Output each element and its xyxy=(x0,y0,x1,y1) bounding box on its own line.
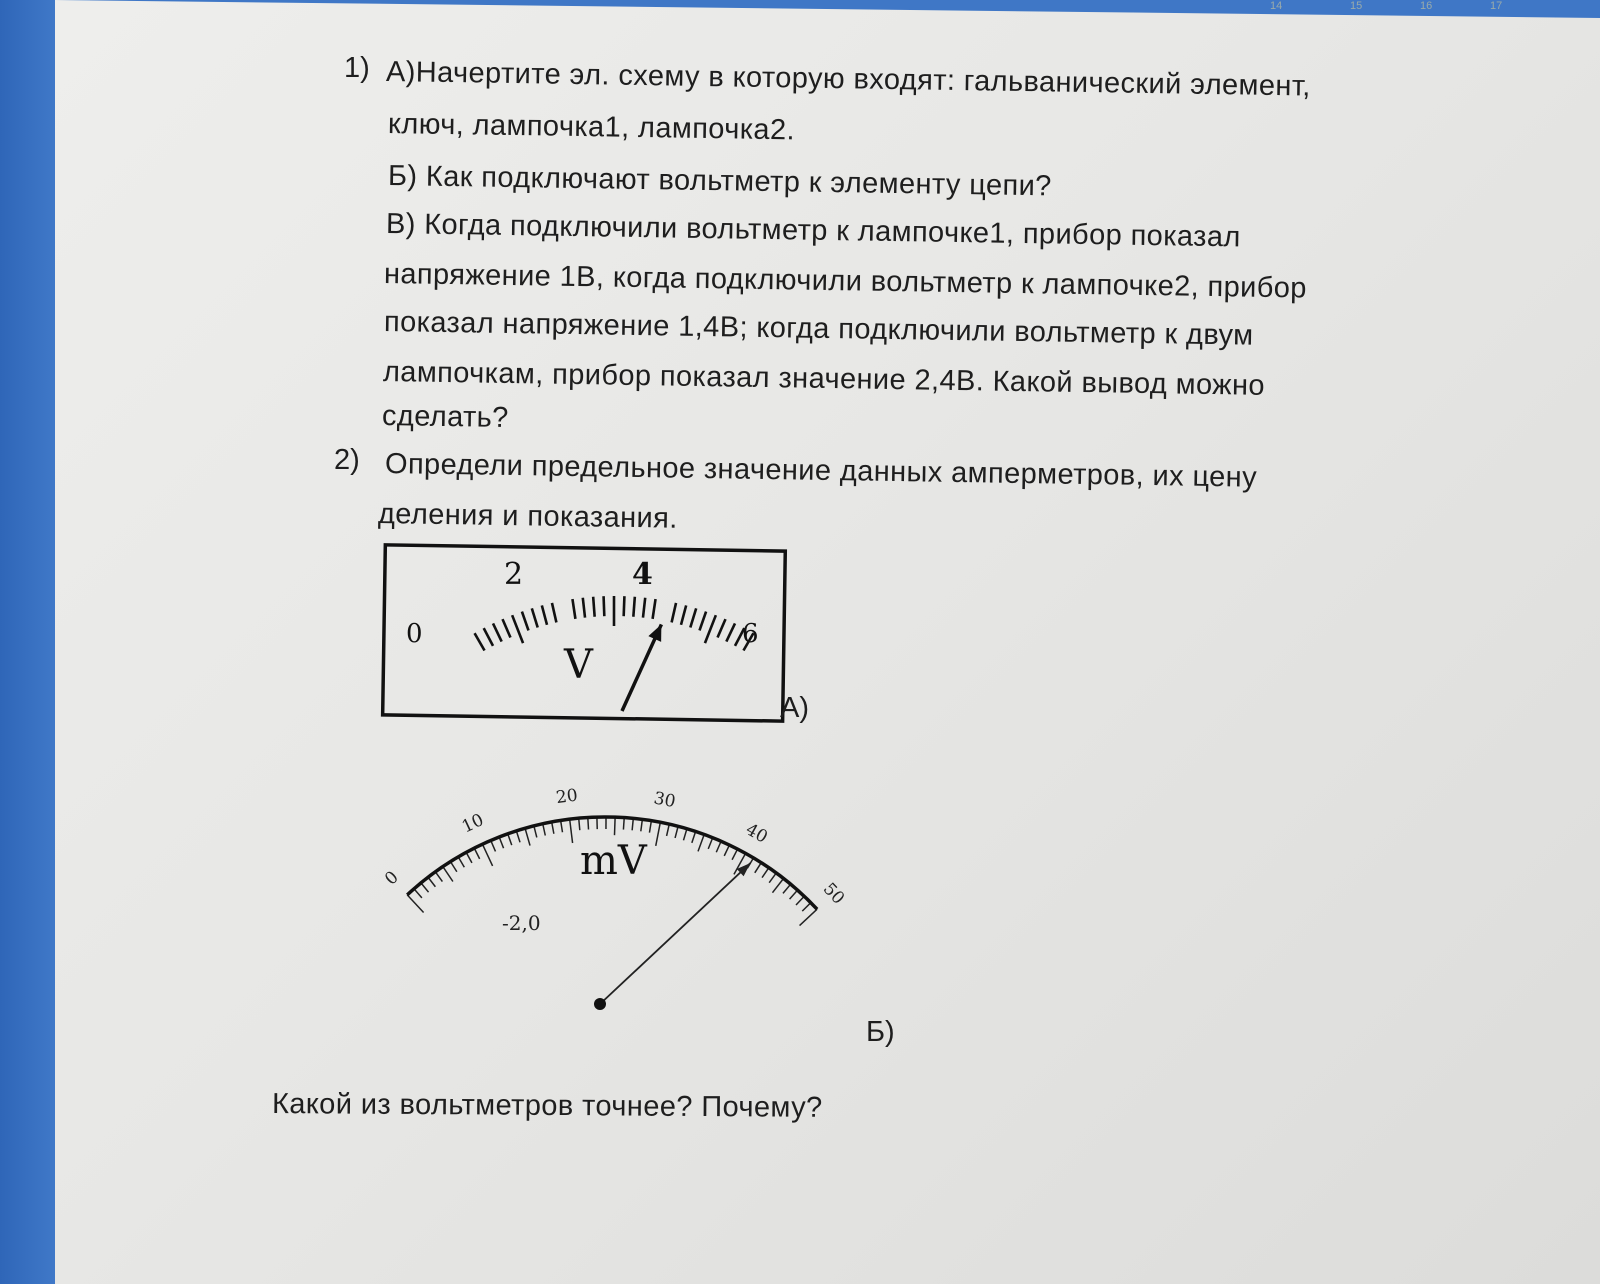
scale-label-4: 4 xyxy=(632,557,653,592)
scale-tick xyxy=(632,818,633,830)
ruler-mark: 14 xyxy=(1270,0,1283,12)
scale-tick xyxy=(435,872,442,882)
scale-tick xyxy=(561,820,563,832)
scale-tick xyxy=(466,852,472,863)
scale-tick xyxy=(508,834,512,845)
scale-tick xyxy=(583,598,585,618)
task1-a-line2: ключ, лампочка1, лампочка2. xyxy=(387,108,796,147)
scale-label-0: 0 xyxy=(406,619,423,649)
scale-tick xyxy=(534,826,537,838)
scale-tick xyxy=(443,867,453,882)
ruler-mark: 15 xyxy=(1350,0,1363,12)
scale-tick xyxy=(783,884,791,893)
scale-tick xyxy=(643,598,645,618)
task1-c-line1: В) Когда подключили вольтметр к лампочке1, прибор показал xyxy=(385,208,1241,254)
scale-tick xyxy=(482,844,492,866)
task1-a-line1: А)Начертите эл. схему в которую входят: гальванический элемент, xyxy=(385,56,1312,103)
scale-tick xyxy=(656,822,661,846)
scale-label: 50 xyxy=(818,879,849,909)
scale-tick xyxy=(690,608,696,627)
scale-tick xyxy=(724,845,729,856)
extra-label: -2,0 xyxy=(502,911,541,935)
task1-c-line5: сделать? xyxy=(381,400,509,434)
scale-tick xyxy=(499,837,503,848)
voltmeter-b-dial xyxy=(381,752,900,1022)
scale-tick xyxy=(708,838,712,849)
scale-tick xyxy=(672,603,676,623)
scale-label-2: 2 xyxy=(504,557,524,592)
scale-tick xyxy=(502,619,510,637)
scale-label: 10 xyxy=(458,810,487,838)
scale-tick xyxy=(802,903,811,911)
task1-b-line: Б) Как подключают вольтметр к элементу цепи? xyxy=(387,160,1052,203)
scale-tick xyxy=(649,821,651,833)
task2-number: 2) xyxy=(334,444,360,476)
voltmeter-a xyxy=(384,546,809,741)
needle-pivot xyxy=(594,998,606,1010)
scale-tick xyxy=(762,868,769,878)
voltmeter-a-needle xyxy=(622,624,661,711)
task1-c-line4: лампочкам, прибор показал значение 2,4В. Какой вывод можно xyxy=(382,356,1266,402)
meter-a-tag: А) xyxy=(780,692,809,724)
scale-tick xyxy=(624,596,625,616)
scale-tick xyxy=(796,896,804,905)
scale-tick xyxy=(516,831,520,842)
scale-tick xyxy=(772,878,783,892)
scale-tick xyxy=(552,822,554,834)
voltmeter-a-dial xyxy=(384,546,804,736)
scale-tick xyxy=(414,889,422,898)
question-line: Какой из вольтметров точнее? Почему? xyxy=(271,1088,823,1124)
scale-tick xyxy=(532,608,538,627)
scale-tick xyxy=(705,615,716,643)
task1-number: 1) xyxy=(344,52,370,84)
ruler-mark: 16 xyxy=(1420,0,1433,12)
scale-label: 40 xyxy=(742,819,771,848)
scale-tick xyxy=(522,612,529,631)
scale-tick xyxy=(450,862,456,872)
unit-label: mV xyxy=(580,838,647,884)
scale-tick xyxy=(732,849,737,860)
scale-tick xyxy=(491,840,496,851)
scale-tick xyxy=(484,628,493,646)
scale-tick xyxy=(726,623,735,641)
scale-tick xyxy=(458,857,464,867)
scale-tick xyxy=(604,596,605,616)
scale-label: 0 xyxy=(381,867,403,890)
ruler-mark: 17 xyxy=(1490,0,1503,12)
scale-tick xyxy=(790,890,798,899)
scale-tick xyxy=(675,826,678,838)
scale-tick xyxy=(579,818,580,830)
scale-tick xyxy=(543,824,546,836)
scale-label: 20 xyxy=(554,785,579,809)
scale-tick xyxy=(525,828,530,845)
scale-tick xyxy=(512,615,523,643)
scale-label-6: 6 xyxy=(742,619,759,649)
scale-tick xyxy=(588,818,589,830)
scale-tick xyxy=(800,909,818,925)
meter-b-tag: Б) xyxy=(866,1016,895,1048)
scale-tick xyxy=(692,832,696,843)
scale-tick xyxy=(667,824,670,836)
scale-tick xyxy=(718,619,726,637)
scale-tick xyxy=(698,834,704,851)
unit-label: V xyxy=(564,642,593,688)
task2-line2: деления и показания. xyxy=(377,498,678,535)
scale-tick xyxy=(474,848,479,859)
voltmeter-b xyxy=(381,752,900,1048)
needle-line xyxy=(600,863,750,1004)
scale-tick xyxy=(633,597,634,617)
task1-c-line2: напряжение 1В, когда подключили вольтметр к лампочке2, прибор xyxy=(383,258,1308,305)
voltmeter-b-needle xyxy=(594,863,750,1010)
scale-tick xyxy=(641,819,643,831)
scale-tick xyxy=(421,883,429,892)
scale-tick xyxy=(542,605,547,624)
scale-tick xyxy=(683,829,686,841)
task1-c-line3: показал напряжение 1,4В; когда подключили вольтметр к двум xyxy=(383,306,1254,352)
scale-label: 30 xyxy=(652,788,678,813)
scale-tick xyxy=(428,877,435,887)
scale-tick xyxy=(681,605,686,624)
scale-tick xyxy=(755,863,761,873)
task2-line1: Определи предельное значение данных амперметров, их цену xyxy=(384,448,1258,494)
scale-tick xyxy=(572,599,575,619)
scale-tick xyxy=(700,612,707,631)
scale-tick xyxy=(623,818,624,830)
scale-tick xyxy=(769,873,776,883)
scale-tick xyxy=(475,633,485,650)
scale-tick xyxy=(552,603,556,623)
scale-tick xyxy=(570,819,573,843)
scale-tick xyxy=(653,599,656,619)
scale-tick xyxy=(493,623,502,641)
scale-tick xyxy=(716,841,721,852)
scale-tick xyxy=(614,817,615,835)
scale-tick xyxy=(593,597,594,617)
